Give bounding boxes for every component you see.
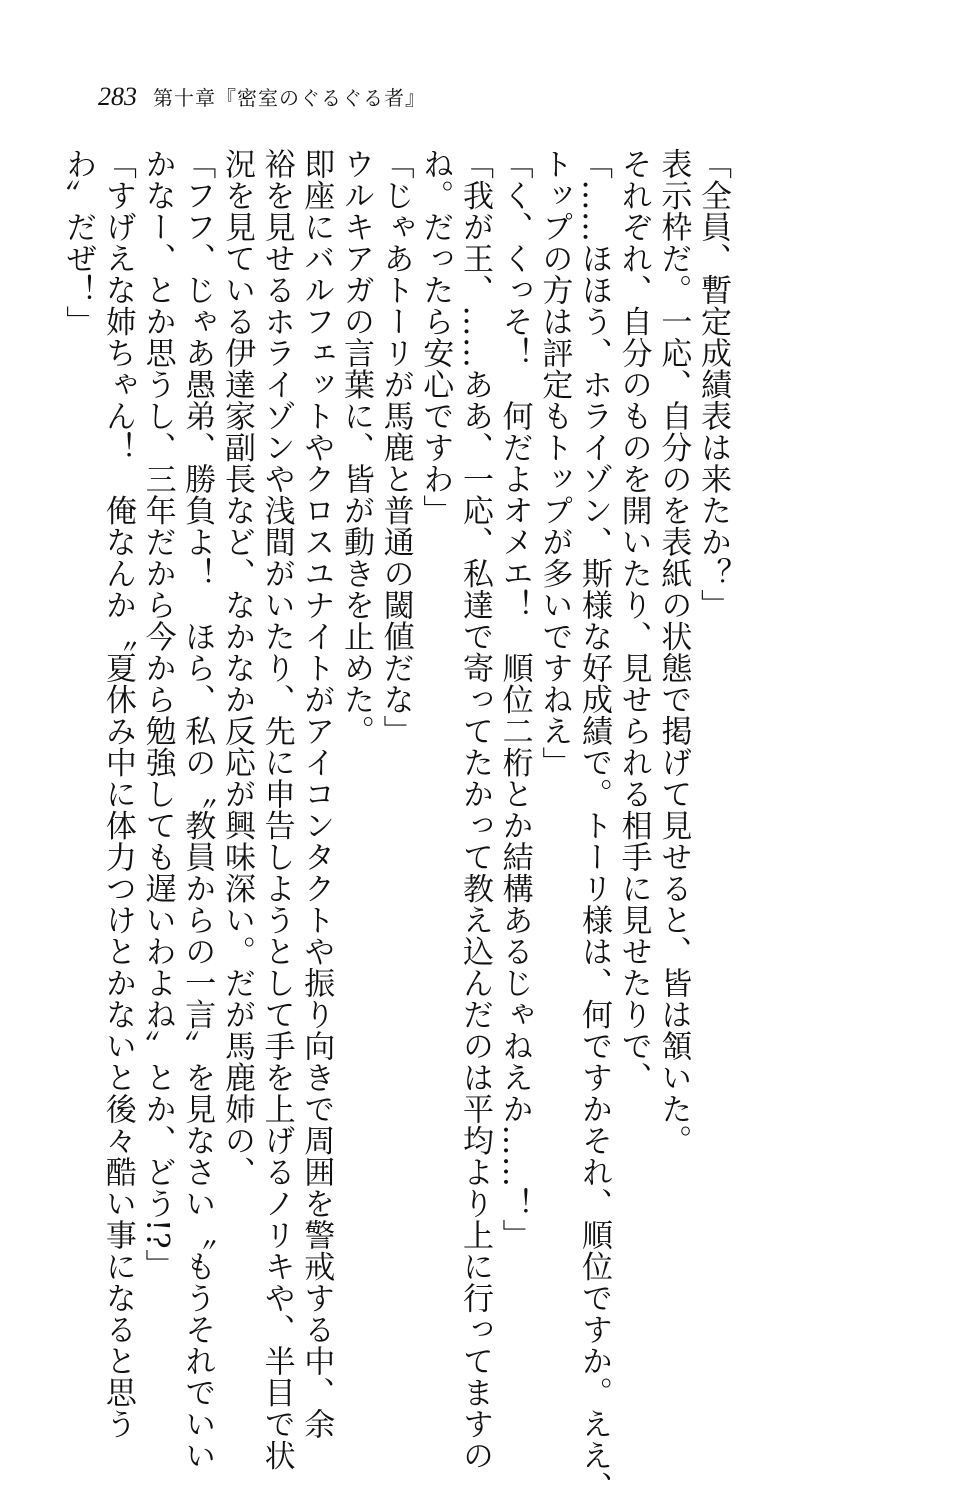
text-line: 即座にバルフェットやクロスユナイトがアイコンタクトや振り向きで周囲を警戒する中、余 [298, 148, 335, 1440]
text-line: ね。だったら安心ですわ」 [417, 148, 454, 526]
text-line: ウルキアガの言葉に、皆が動きを止めた。 [337, 148, 374, 747]
text-line: 「く、くっそ！ 何だよオメエ！ 順位二桁とか結構あるじゃねえか……！」 [496, 148, 533, 1251]
chapter-title: 第十章『密室のぐるぐる者』 [153, 86, 426, 110]
text-line: 「すげえな姉ちゃん！ 俺なんか〝夏休み中に体力つけとかないと後々酷い事になると思う [99, 148, 136, 1440]
text-line: 「全員、暫定成績表は来たか？」 [695, 148, 731, 621]
text-line: 「我が王、……ああ、一応、私達で寄ってたかって教え込んだのは平均より上に行ってますの [456, 148, 493, 1471]
text-line: 況を見ている伊達家副長など、なかなか反応が興味深い。だが馬鹿姉の、 [218, 148, 255, 1188]
text-line: 「……ほほう、ホライゾン、斯様な好成績で。トーリ様は、何ですかそれ、順位ですか。ええ、 [575, 148, 612, 1503]
text-line: 表示枠だ。一応、自分のを表紙の状態で掲げて見せると、皆は頷いた。 [655, 148, 692, 1156]
text-line: 「フフ、じゃあ愚弟、勝負よ！ ほら、私の〝教員からの一言〟を見なさい〝もうそれでいい [179, 148, 216, 1471]
text-line: トップの方は評定もトップが多いですねえ」 [536, 148, 573, 778]
text-line: それぞれ、自分のものを開いたり、見せられる相手に見せたりで、 [615, 148, 652, 1093]
text-line: かなー、とか思うし、三年だから今から勉強しても遅いわよね〟とか、どう!?」 [139, 148, 176, 1281]
text-line: わ〟だぜ！」 [60, 148, 97, 337]
running-header [98, 82, 426, 122]
page-number: 283 [98, 82, 137, 111]
text-line: 裕を見せるホライゾンや浅間がいたり、先に申告しようとして手を上げるノリキや、半目で状 [258, 148, 295, 1471]
text-line: 「じゃあトーリが馬鹿と普通の閾値だな」 [377, 148, 414, 747]
vertical-text-body [60, 148, 732, 1503]
